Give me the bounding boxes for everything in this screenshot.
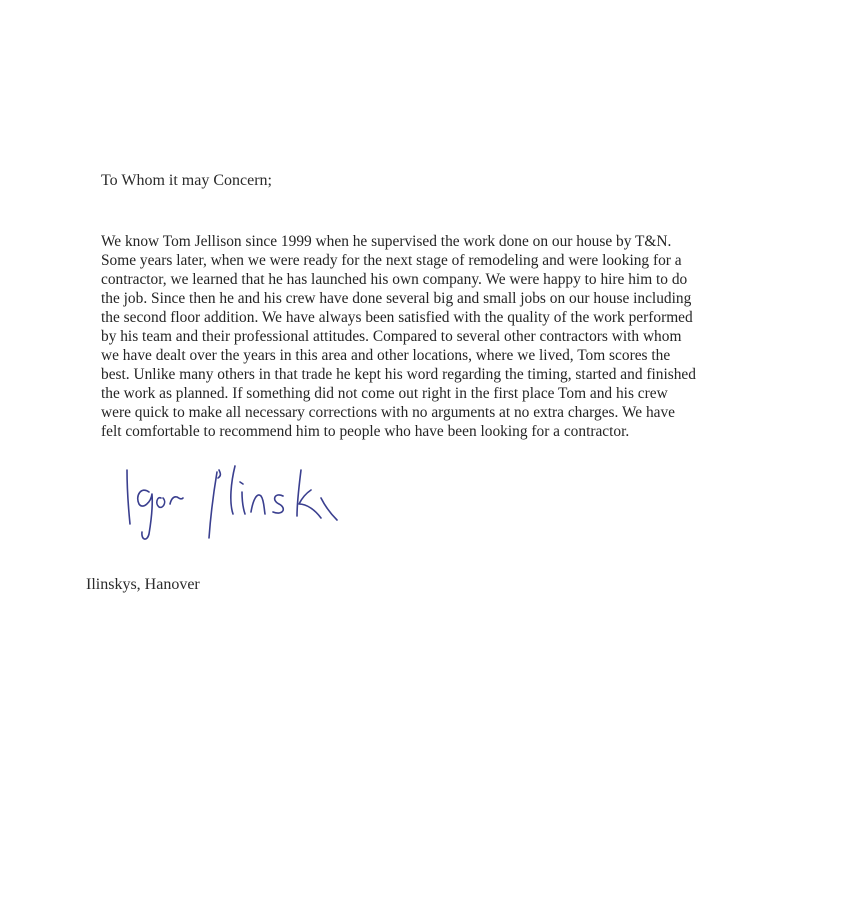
body-line: Some years later, when we were ready for the next stage of remodeling and were looking for a bbox=[101, 252, 682, 269]
body-line: we have dealt over the years in this area and other locations, where we lived, Tom scores the bbox=[101, 347, 671, 364]
body-line: the second floor addition. We have always been satisfied with the quality of the work performed bbox=[101, 309, 693, 326]
handwritten-signature bbox=[115, 452, 355, 547]
body-line: the work as planned. If something did not come out right in the first place Tom and his crew bbox=[101, 385, 668, 402]
letter-body bbox=[101, 232, 751, 441]
body-line: felt comfortable to recommend him to people who have been looking for a contractor. bbox=[101, 423, 630, 440]
body-line: contractor, we learned that he has launched his own company. We were happy to hire him to do bbox=[101, 271, 688, 288]
salutation: To Whom it may Concern; bbox=[101, 172, 272, 189]
body-line: by his team and their professional attitudes. Compared to several other contractors with whom bbox=[101, 328, 682, 345]
body-line: the job. Since then he and his crew have done several big and small jobs on our house including bbox=[101, 290, 692, 307]
closing-signoff: Ilinskys, Hanover bbox=[86, 576, 200, 593]
body-line: We know Tom Jellison since 1999 when he supervised the work done on our house by T&N. bbox=[101, 233, 672, 250]
body-line: were quick to make all necessary corrections with no arguments at no extra charges. We have bbox=[101, 404, 675, 421]
body-line: best. Unlike many others in that trade he kept his word regarding the timing, started and finished bbox=[101, 366, 696, 383]
